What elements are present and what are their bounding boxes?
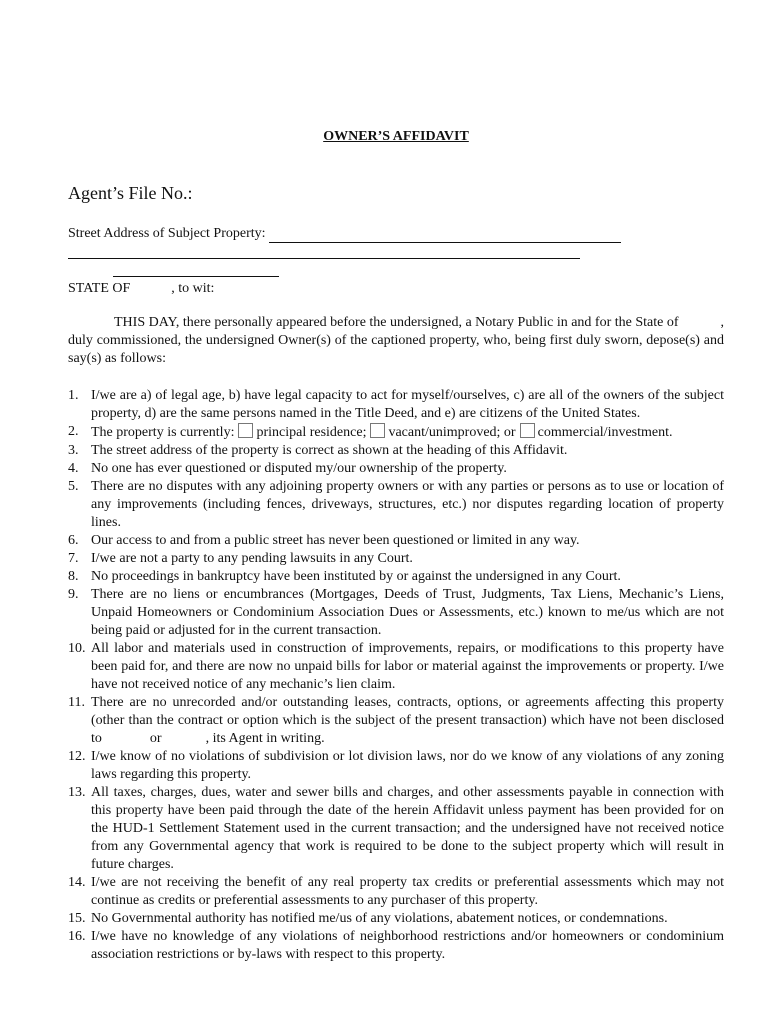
- street-address-row: [68, 226, 621, 243]
- item-text: No Governmental authority has notified me/us of any violations, abatement notices, or condemnations.: [91, 911, 668, 926]
- street-address-label: Street Address of Subject Property:: [68, 226, 266, 241]
- checkbox-label: vacant/unimproved; or: [388, 425, 516, 440]
- item-number: 5.: [68, 479, 79, 494]
- list-item: [68, 874, 724, 910]
- list-item: [68, 460, 724, 478]
- checkbox-label: commercial/investment.: [537, 425, 673, 440]
- item-number: 2.: [68, 424, 79, 439]
- principal-residence-checkbox[interactable]: [238, 423, 253, 438]
- list-item: [68, 640, 724, 694]
- affidavit-statements: [68, 387, 724, 964]
- item-text: or: [149, 731, 162, 746]
- item-text: There are no unrecorded and/or outstanding leases, contracts, options, or agreements affecting this property (other than the contract or option which is the subject of the present transaction) which have not been disclosed to: [91, 695, 724, 746]
- list-item: [68, 568, 724, 586]
- item-text: I/we know of no violations of subdivision or lot division laws, nor do we know of any violations of any zoning laws regarding this property.: [91, 749, 724, 782]
- street-address-blank[interactable]: [269, 226, 621, 243]
- list-item: [68, 586, 724, 640]
- item-text: Our access to and from a public street has never been questioned or limited in any way.: [91, 533, 580, 548]
- list-item: [68, 532, 724, 550]
- agent-file-label: Agent’s File No.:: [68, 183, 193, 203]
- vacant-unimproved-checkbox[interactable]: [370, 423, 385, 438]
- street-address-blank-line-3[interactable]: [113, 276, 279, 277]
- item-number: 1.: [68, 388, 79, 403]
- checkbox-label: principal residence;: [256, 425, 367, 440]
- commercial-investment-checkbox[interactable]: [520, 423, 535, 438]
- item-number: 10.: [68, 641, 86, 656]
- item-number: 16.: [68, 929, 86, 944]
- state-of-label: STATE OF: [68, 281, 131, 296]
- item-number: 4.: [68, 461, 79, 476]
- list-item: [68, 784, 724, 874]
- item-text: I/we have no knowledge of any violations of neighborhood restrictions and/or homeowners or condominium association restrictions or by-laws with respect to this property.: [91, 929, 724, 962]
- item-text: There are no disputes with any adjoining property owners or with any parties or persons as to use or location of any improvements (including fences, driveways, structures, etc.) nor disputes regarding location of property lines.: [91, 479, 724, 530]
- item-text: I/we are not a party to any pending lawsuits in any Court.: [91, 551, 413, 566]
- to-wit-label: , to wit:: [171, 281, 215, 296]
- item-number: 11.: [68, 695, 85, 710]
- item-number: 7.: [68, 551, 79, 566]
- intro-paragraph: [68, 314, 724, 368]
- list-item: [68, 423, 724, 442]
- item-text: , its Agent in writing.: [205, 731, 325, 746]
- item-number: 6.: [68, 533, 79, 548]
- item-text: All labor and materials used in construction of improvements, repairs, or modifications to this property have been paid for, and there are now no unpaid bills for labor or material against the improvements or property. I/we have not received notice of any mechanic’s lien claim.: [91, 641, 724, 692]
- item-number: 9.: [68, 587, 79, 602]
- list-item: [68, 694, 724, 748]
- state-of-row: [68, 281, 214, 297]
- list-item: [68, 478, 724, 532]
- item-text: I/we are not receiving the benefit of any real property tax credits or preferential assessments which may not continue as credits or preferential assessments to any purchaser of this property.: [91, 875, 724, 908]
- list-item: [68, 442, 724, 460]
- item-text: There are no liens or encumbrances (Mortgages, Deeds of Trust, Judgments, Tax Liens, Mechanic’s Liens, Unpaid Homeowners or Condominium Association Dues or Assessments, etc.) known to me/us which are not being paid or adjusted for in the current transaction.: [91, 587, 724, 638]
- intro-text-part1: THIS DAY, there personally appeared before the undersigned, a Notary Public in and for the State of: [114, 315, 679, 330]
- item-text: I/we are a) of legal age, b) have legal capacity to act for myself/ourselves, c) are all of the owners of the subject property, d) are the same persons named in the Title Deed, and e) are citizens of the United States.: [91, 388, 724, 421]
- list-item: [68, 387, 724, 423]
- item-number: 14.: [68, 875, 86, 890]
- item-number: 8.: [68, 569, 79, 584]
- item-text: The street address of the property is correct as shown at the heading of this Affidavit.: [91, 443, 568, 458]
- item-text: All taxes, charges, dues, water and sewer bills and charges, and other assessments payable in connection with this property have been paid through the date of the herein Affidavit unless payment has been provided for on the HUD-1 Settlement Statement used in the current transaction; and the undersigned have not received notice from any Governmental agency that work is required to be done to the subject property which will result in future charges.: [91, 785, 724, 872]
- item-number: 12.: [68, 749, 86, 764]
- item-number: 15.: [68, 911, 86, 926]
- item-number: 13.: [68, 785, 86, 800]
- list-item: [68, 550, 724, 568]
- intro-text-part2: , duly commissioned, the undersigned Owner(s) of the captioned property, who, being first duly sworn, depose(s) and say(s) as follows:: [68, 315, 725, 366]
- street-address-blank-line-2[interactable]: [68, 258, 580, 259]
- item-text: No proceedings in bankruptcy have been instituted by or against the undersigned in any Court.: [91, 569, 621, 584]
- list-item: [68, 748, 724, 784]
- item-text: No one has ever questioned or disputed my/our ownership of the property.: [91, 461, 507, 476]
- document-title: OWNER’S AFFIDAVIT: [323, 129, 469, 144]
- list-item: [68, 928, 724, 964]
- item-number: 3.: [68, 443, 79, 458]
- item-text: The property is currently:: [91, 425, 235, 440]
- list-item: [68, 910, 724, 928]
